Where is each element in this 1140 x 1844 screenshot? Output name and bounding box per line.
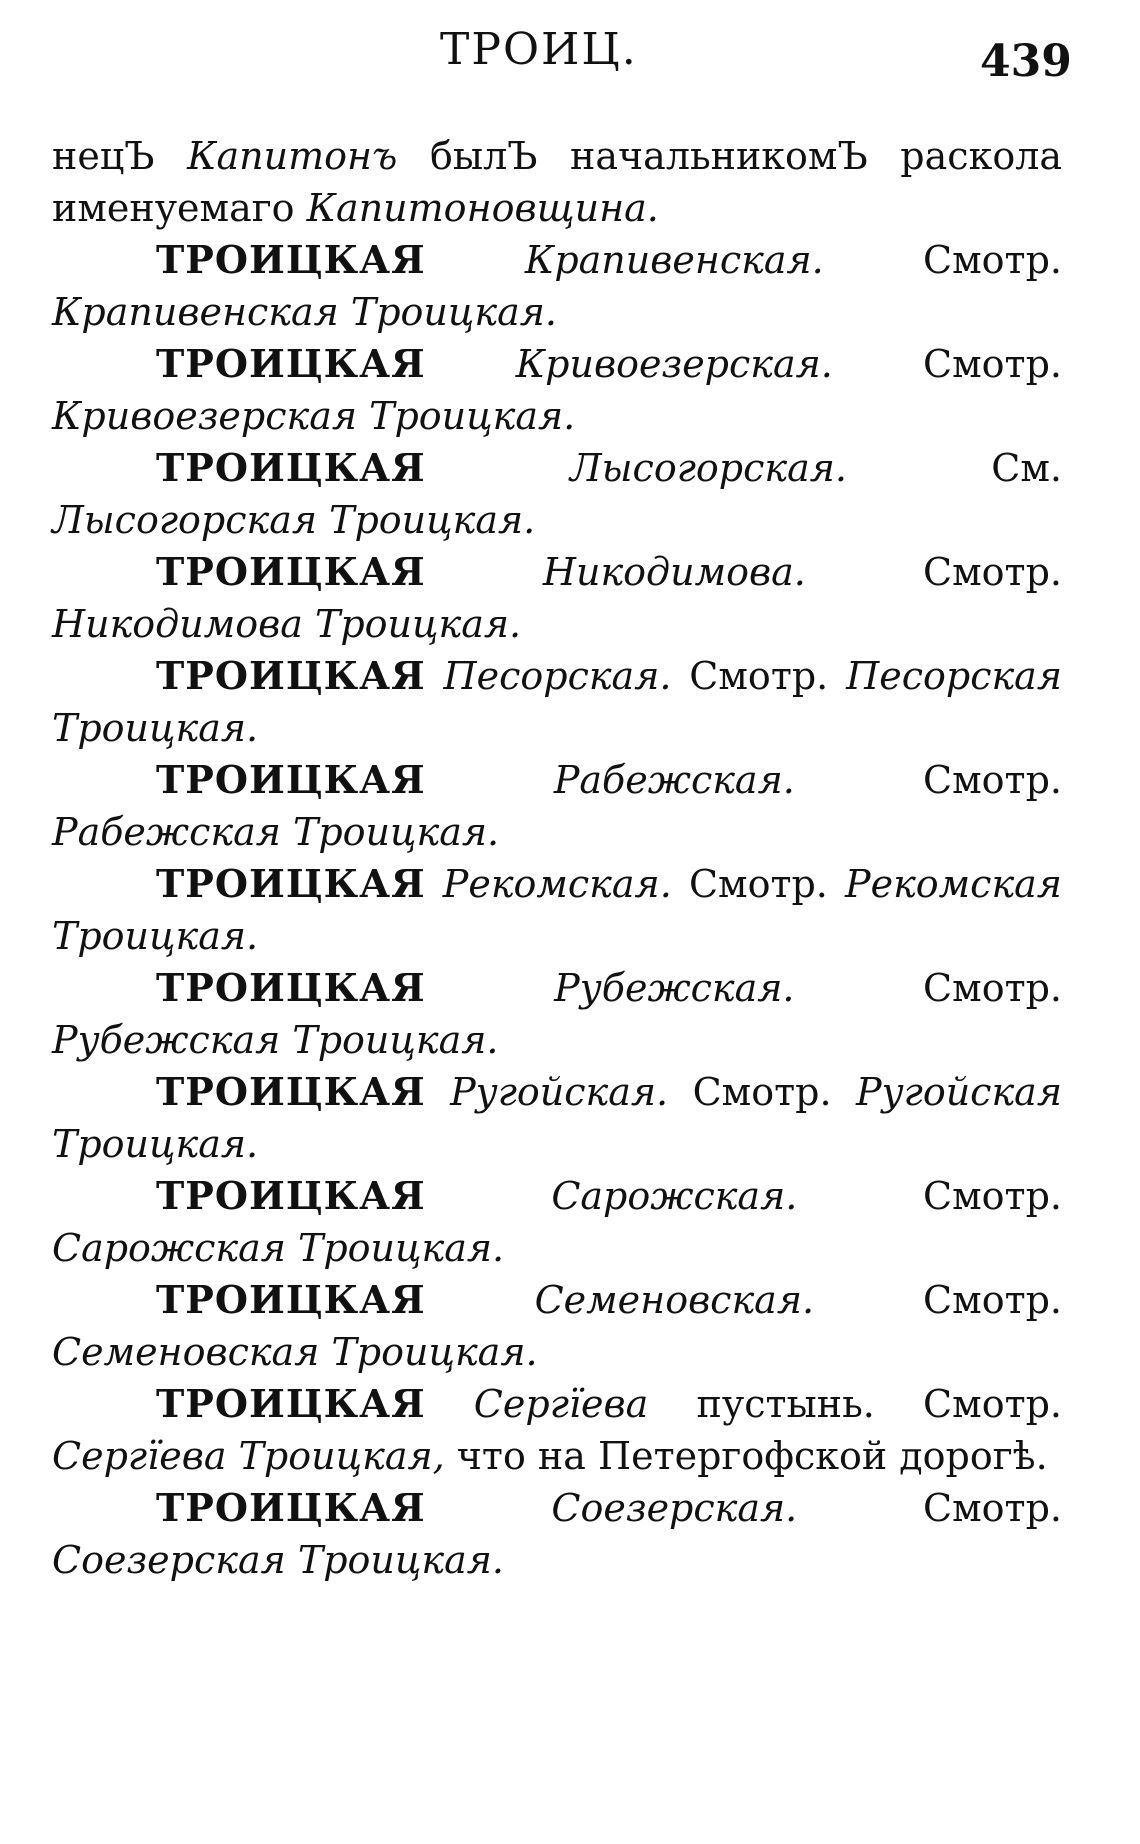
italic-text: Капитоновщина. [306, 186, 659, 230]
dictionary-entry [52, 650, 1062, 754]
dictionary-entry [52, 754, 1062, 858]
entry-headword: ТРОИЦКАЯ [156, 757, 426, 802]
roman-text: Смотр. [671, 862, 846, 906]
dictionary-entry [52, 546, 1062, 650]
italic-text: Рубежская. [425, 966, 795, 1010]
italic-text: Капитонъ [187, 134, 398, 178]
entry-headword: ТРОИЦКАЯ [156, 1381, 426, 1426]
roman-text: Смотр. [794, 966, 1062, 1010]
entry-headword: ТРОИЦКАЯ [156, 1485, 426, 1530]
roman-text: Смотр. [797, 1174, 1062, 1218]
dictionary-entry [52, 338, 1062, 442]
italic-text: Рекомская. [425, 862, 672, 906]
dictionary-entry [52, 1482, 1062, 1586]
continued-entry [52, 130, 1062, 234]
roman-text: Смотр. [805, 550, 1062, 594]
italic-text: Рубежская Троицкая. [52, 1018, 499, 1062]
dictionary-entries [52, 130, 1062, 1586]
roman-text: что на Петергофской дорогѣ. [444, 1434, 1048, 1478]
italic-text: Сергїева [425, 1382, 649, 1426]
italic-text: Лысогорская. [425, 446, 847, 490]
italic-text: Песорская. [425, 654, 672, 698]
entry-headword: ТРОИЦКАЯ [156, 1277, 426, 1322]
italic-text: Крапивенская Троицкая. [52, 290, 557, 334]
italic-text: Сарожская. [425, 1174, 798, 1218]
roman-text: Смотр. [832, 342, 1062, 386]
roman-text: былЪ начальникомЪ раскола именуемаго [52, 134, 1062, 230]
entry-headword: ТРОИЦКАЯ [156, 1069, 426, 1114]
roman-text: Смотр. [823, 238, 1062, 282]
entry-headword: ТРОИЦКАЯ [156, 965, 426, 1010]
italic-text: Никодимова Троицкая. [52, 602, 522, 646]
italic-text: Никодимова. [425, 550, 806, 594]
dictionary-entry [52, 234, 1062, 338]
page-number: 439 [980, 36, 1072, 87]
italic-text: Соезерская. [425, 1486, 798, 1530]
italic-text: Рекомская Троицкая. [52, 862, 1062, 958]
italic-text: Соезерская Троицкая. [52, 1538, 504, 1582]
italic-text: Рабежская Троицкая. [52, 810, 500, 854]
italic-text: Ругойская. [425, 1070, 669, 1114]
roman-text: Смотр. [797, 1486, 1062, 1530]
italic-text: Ругойская Троицкая. [52, 1070, 1062, 1166]
dictionary-entry [52, 1274, 1062, 1378]
entry-headword: ТРОИЦКАЯ [156, 549, 426, 594]
roman-text: Смотр. [814, 1278, 1062, 1322]
dictionary-entry [52, 962, 1062, 1066]
italic-text: Лысогорская Троицкая. [52, 498, 536, 542]
entry-headword: ТРОИЦКАЯ [156, 341, 426, 386]
entry-headword: ТРОИЦКАЯ [156, 653, 426, 698]
italic-text: Песорская Троицкая. [52, 654, 1062, 750]
roman-text: См. [847, 446, 1062, 490]
roman-text: нецЪ [52, 134, 188, 178]
italic-text: Рабежская. [425, 758, 795, 802]
entry-headword: ТРОИЦКАЯ [156, 445, 426, 490]
roman-text: Смотр. [794, 758, 1062, 802]
roman-text: Смотр. [668, 1070, 857, 1114]
dictionary-entry [52, 442, 1062, 546]
italic-text: Сергїева Троицкая, [52, 1434, 445, 1478]
italic-text: Кривоезерская Троицкая. [52, 394, 576, 438]
page-header [0, 18, 1140, 88]
italic-text: Крапивенская. [425, 238, 824, 282]
italic-text: Кривоезерская. [425, 342, 833, 386]
dictionary-entry [52, 1378, 1062, 1482]
entry-headword: ТРОИЦКАЯ [156, 237, 426, 282]
roman-text: Смотр. [671, 654, 847, 698]
italic-text: Семеновская Троицкая. [52, 1330, 538, 1374]
dictionary-entry [52, 1066, 1062, 1170]
entry-headword: ТРОИЦКАЯ [156, 1173, 426, 1218]
entry-headword: ТРОИЦКАЯ [156, 861, 426, 906]
italic-text: Сарожская Троицкая. [52, 1226, 505, 1270]
dictionary-entry [52, 858, 1062, 962]
italic-text: Семеновская. [425, 1278, 815, 1322]
dictionary-entry [52, 1170, 1062, 1274]
running-head: ТРОИЦ. [440, 24, 638, 75]
roman-text: пустынь. Смотр. [648, 1382, 1062, 1426]
